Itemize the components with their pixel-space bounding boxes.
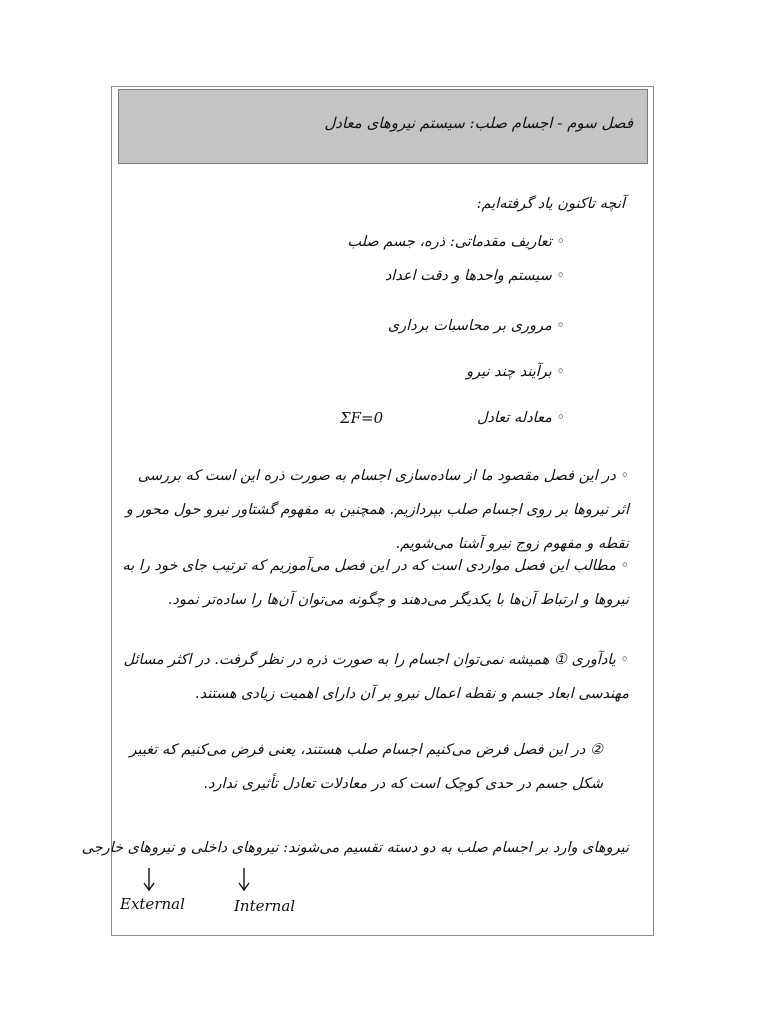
bullet-units: ◦ سیستم واحدها و دقت اعداد — [384, 268, 565, 284]
bullet-equilibrium: ◦ معادله تعادل — [476, 410, 565, 426]
equilibrium-equation: ΣF=0 — [340, 409, 384, 427]
arrow-down-icon — [142, 867, 156, 893]
paragraph-chapter-topics: ◦ مطالب این فصل مواردی است که در این فصل می‌آموزیم که ترتیب جای خود را به نیروها و ارتباط آن‌ها با یکدیگر می‌دهند و چگونه می‌توان آن‌ها را ساده‌تر نمود. — [122, 558, 629, 608]
paragraph-reminder-2: ② در این فصل فرض می‌کنیم اجسام صلب هستند، یعنی فرض می‌کنیم که تغییر شکل جسم در حدی کوچک است که در معادلات تعادل تأثیری ندارد. — [129, 742, 603, 792]
bullet-vectors: ◦ مروری بر محاسبات برداری — [387, 318, 565, 334]
label-internal: Internal — [234, 897, 296, 915]
paragraph-chapter-goal: ◦ در این فصل مقصود ما از ساده‌سازی اجسام به صورت ذره این است که بررسی اثر نیروها بر روی اجسام صلب بپردازیم. همچنین به مفهوم گشتاور نیرو حول محور و نقطه و مفهوم زوج نیرو آشنا می‌شویم. — [125, 468, 629, 552]
arrow-down-icon — [237, 867, 251, 893]
label-external: External — [120, 895, 185, 913]
document-page — [81, 86, 654, 936]
bullet-definitions: ◦ تعاریف مقدماتی: ذره، جسم صلب — [347, 234, 565, 250]
paragraph-reminder-1: ◦ یادآوری ① همیشه نمی‌توان اجسام را به صورت ذره در نظر گرفت. در اکثر مسائل مهندسی ابعاد جسم و نقطه اعمال نیرو بر آن دارای اهمیت زیادی هستند. — [123, 652, 629, 702]
paragraph-force-types: نیروهای وارد بر اجسام صلب به دو دسته تقسیم می‌شوند: نیروهای داخلی و نیروهای خارجی — [81, 840, 629, 856]
bullet-resultant: ◦ برآیند چند نیرو — [466, 364, 565, 380]
chapter-title: فصل سوم - اجسام صلب: سیستم نیروهای معادل — [324, 114, 633, 132]
chapter-header — [118, 89, 648, 164]
intro-line: آنچه تاکنون یاد گرفته‌ایم: — [476, 196, 625, 212]
